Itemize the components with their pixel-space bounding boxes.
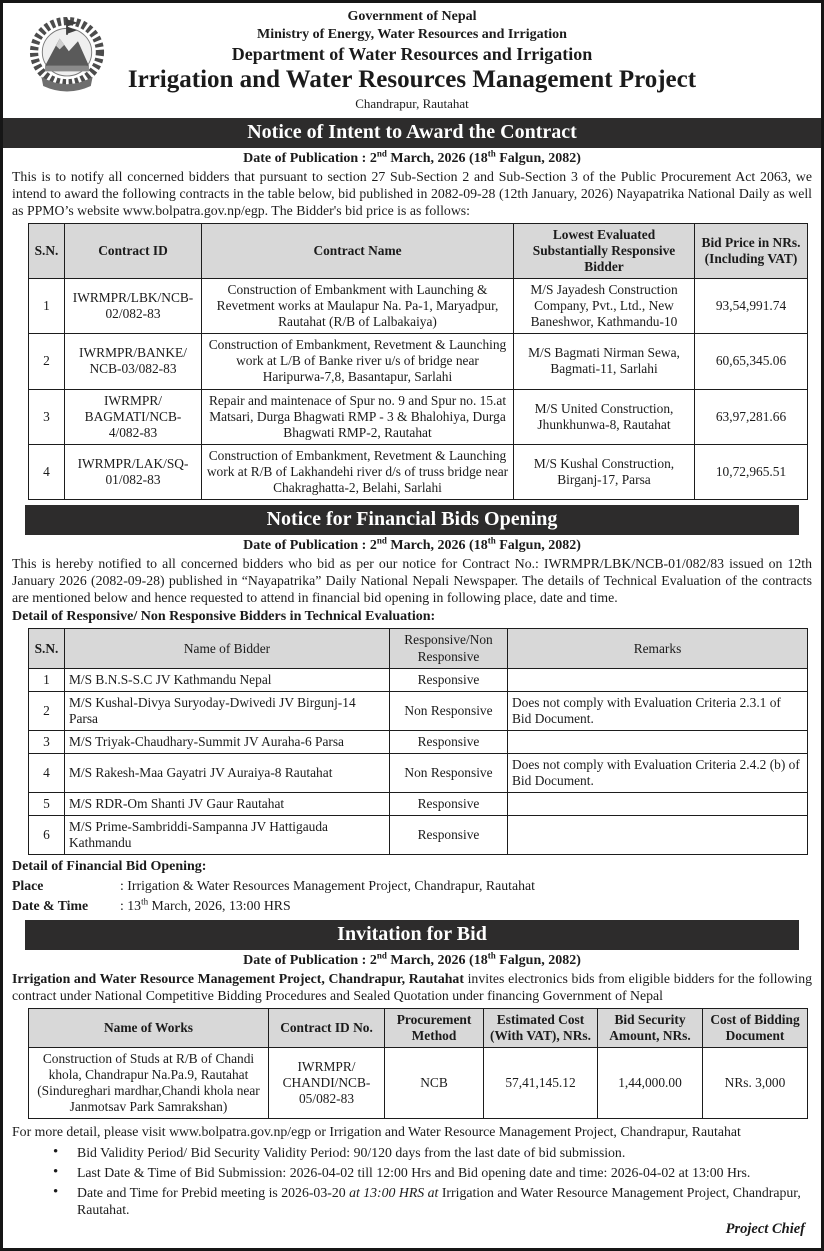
col-header-works: Name of Works: [29, 1008, 269, 1047]
invitation-table-header-row: [29, 1008, 808, 1047]
pubdate-sup: nd: [376, 148, 387, 159]
pubdate-text: Date of Publication : 2: [243, 953, 377, 969]
cell-contract-name: Construction of Embankment, Revetment & Launching work at R/B of Lakhandehi river d/s of truss bridge near Chakraghatta-2, Belahi, Sarlahi: [202, 444, 514, 499]
place-label: Place: [12, 878, 44, 894]
pubdate-text: Date of Publication : 2: [243, 537, 377, 553]
datetime-label: Date & Time: [12, 898, 89, 914]
technical-evaluation-heading: Detail of Responsive/ Non Responsive Bidders in Technical Evaluation:: [12, 609, 436, 625]
cell-responsive: Responsive: [390, 793, 508, 816]
col-header-remarks: Remarks: [508, 629, 808, 668]
pubdate-text: March, 2026 (18: [386, 953, 488, 969]
financial-intro-paragraph: This is hereby notified to all concerned bidders who bid as per our notice for Contract No.: IWRMPR/LBK/NCB-01/082/83 issued on 12th January 2026 (2082-09-28) published in “Nayapatrika” Daily National Nepali Newspaper. The details of Technical Evaluation of the contracts are mentioned below and hence requested to attend in financial bid opening in following place, date and time.: [12, 555, 812, 605]
cell-method: NCB: [385, 1047, 484, 1118]
datetime-value: : 13th March, 2026, 13:00 HRS: [120, 896, 291, 914]
cell-bidder: M/S Bagmati Nirman Sewa, Bagmati-11, Sarlahi: [514, 334, 695, 389]
bullet-prebid-meeting: [51, 1184, 812, 1218]
evaluation-table-row: [29, 816, 808, 855]
prebid-time-italic: at 13:00 HRS at: [349, 1185, 439, 1200]
cell-sn: 4: [29, 753, 65, 792]
cell-responsive: Responsive: [390, 668, 508, 691]
cell-contract-name: Construction of Embankment with Launching & Revetment works at Maulapur Na. Pa-1, Maryadpur, Rautahat (R/B of Lalbakaiya): [202, 279, 514, 334]
evaluation-table-row: [29, 691, 808, 730]
col-header-method: Procurement Method: [385, 1008, 484, 1047]
invitation-intro-bold: Irrigation and Water Resource Management Project, Chandrapur, Rautahat: [12, 971, 464, 987]
cell-responsive: Responsive: [390, 730, 508, 753]
col-header-contract-id: Contract ID No.: [269, 1008, 385, 1047]
cell-remarks: [508, 730, 808, 753]
cell-bid-price: 63,97,281.66: [695, 389, 808, 444]
publication-date-2: [3, 535, 821, 554]
col-header-contract-name: Contract Name: [202, 223, 514, 278]
cell-sn: 4: [29, 444, 65, 499]
cell-remarks: Does not comply with Evaluation Criteria 2.3.1 of Bid Document.: [508, 691, 808, 730]
pubdate-sup: th: [487, 535, 496, 546]
pubdate-text: March, 2026 (18: [386, 537, 488, 553]
award-table-row: [29, 334, 808, 389]
pubdate-text: Falgun, 2082): [495, 953, 581, 969]
cell-remarks: [508, 668, 808, 691]
header-location: Chandrapur, Rautahat: [355, 96, 469, 112]
col-header-contract-id: Contract ID: [65, 223, 202, 278]
bullet-bid-validity: • Bid Validity Period/ Bid Security Validity Period: 90/120 days from the last date of bid submission.: [51, 1144, 812, 1161]
banner-financial-bids-opening: Notice for Financial Bids Opening: [25, 505, 799, 535]
col-header-bid-price: Bid Price in NRs. (Including VAT): [695, 223, 808, 278]
signature-project-chief: Project Chief: [725, 1221, 805, 1238]
cell-responsive: Non Responsive: [390, 691, 508, 730]
evaluation-table-row: [29, 730, 808, 753]
cell-sn: 5: [29, 793, 65, 816]
cell-bidder-name: M/S RDR-Om Shanti JV Gaur Rautahat: [65, 793, 390, 816]
cell-sn: 1: [29, 668, 65, 691]
invitation-intro-rest: invites electronics bids from eligible bidders for the following contract under National Competitive Bidding Procedures and Sealed Quotation under financing Government of Nepal: [12, 971, 812, 1003]
banner-invitation-for-bid: Invitation for Bid: [25, 920, 799, 950]
cell-sn: 6: [29, 816, 65, 855]
cell-bidder: M/S United Construction, Jhunkhunwa-8, Rautahat: [514, 389, 695, 444]
cell-bidder-name: M/S B.N.S-S.C JV Kathmandu Nepal: [65, 668, 390, 691]
cell-bid-price: 10,72,965.51: [695, 444, 808, 499]
invitation-intro-paragraph: [12, 971, 812, 1005]
financial-opening-heading: Detail of Financial Bid Opening:: [12, 859, 207, 875]
cell-contract-id: IWRMPR/LBK/NCB-02/082-83: [65, 279, 202, 334]
place-row: [12, 877, 812, 895]
cell-bidder-name: M/S Prime-Sambriddi-Sampanna JV Hattigauda Kathmandu: [65, 816, 390, 855]
header-project-title: Irrigation and Water Resources Management Project: [127, 66, 697, 94]
cell-sn: 1: [29, 279, 65, 334]
cell-contract-id: IWRMPR/BANKE/ NCB-03/082-83: [65, 334, 202, 389]
col-header-security: Bid Security Amount, NRs.: [598, 1008, 703, 1047]
cell-sn: 2: [29, 691, 65, 730]
cell-contract-id: IWRMPR/ CHANDI/NCB-05/082-83: [269, 1047, 385, 1118]
award-table-header-row: [29, 223, 808, 278]
award-contracts-table: [28, 223, 808, 500]
cell-cost: 57,41,145.12: [484, 1047, 598, 1118]
cell-sn: 3: [29, 730, 65, 753]
award-table-row: [29, 444, 808, 499]
header-department: Department of Water Resources and Irrigation: [231, 44, 593, 64]
invitation-bid-table: [28, 1008, 808, 1119]
col-header-responsive: Responsive/Non Responsive: [390, 629, 508, 668]
cell-contract-name: Repair and maintenace of Spur no. 9 and Spur no. 15.at Matsari, Durga Bhagwati RMP - 3 & Bhalohiya, Durga Bhagwati RMP-2, Rautahat: [202, 389, 514, 444]
bullet-submission-date: • Last Date & Time of Bid Submission: 2026-04-02 till 12:00 Hrs and Bid opening date and time: 2026-04-02 at 13:00 Hrs.: [51, 1164, 812, 1181]
invitation-table-row: [29, 1047, 808, 1118]
cell-doc-cost: NRs. 3,000: [703, 1047, 808, 1118]
col-header-sn: S.N.: [29, 629, 65, 668]
award-table-row: [29, 389, 808, 444]
header-ministry: Ministry of Energy, Water Resources and Irrigation: [257, 26, 567, 42]
cell-sn: 3: [29, 389, 65, 444]
col-header-doc-cost: Cost of Bidding Document: [703, 1008, 808, 1047]
publication-date-3: [3, 950, 821, 969]
bidders-evaluation-table: [28, 628, 808, 855]
cell-bid-price: 60,65,345.06: [695, 334, 808, 389]
col-header-cost: Estimated Cost (With VAT), NRs.: [484, 1008, 598, 1047]
prebid-location: Irrigation and Water Resource Management Project, Chandrapur, Rautahat.: [77, 1185, 801, 1218]
evaluation-table-row: [29, 753, 808, 792]
pubdate-sup: nd: [376, 535, 387, 546]
nepal-emblem-logo: [21, 11, 113, 102]
cell-bidder-name: M/S Rakesh-Maa Gayatri JV Auraiya-8 Rautahat: [65, 753, 390, 792]
pubdate-sup: th: [487, 950, 496, 961]
pubdate-text: March, 2026 (18: [386, 151, 488, 167]
cell-bidder: M/S Kushal Construction, Birganj-17, Parsa: [514, 444, 695, 499]
datetime-row: [12, 897, 812, 915]
publication-date-1: [3, 148, 821, 167]
pubdate-text: Date of Publication : 2: [243, 151, 377, 167]
pubdate-text: Falgun, 2082): [495, 151, 581, 167]
evaluation-table-header-row: [29, 629, 808, 668]
pubdate-text: Falgun, 2082): [495, 537, 581, 553]
award-table-row: [29, 279, 808, 334]
banner-notice-of-intent: Notice of Intent to Award the Contract: [3, 118, 821, 148]
cell-remarks: [508, 793, 808, 816]
pubdate-sup: nd: [376, 950, 387, 961]
cell-security: 1,44,000.00: [598, 1047, 703, 1118]
cell-bidder: M/S Jayadesh Construction Company, Pvt., Ltd., New Baneshwor, Kathmandu-10: [514, 279, 695, 334]
document-header: [3, 3, 821, 115]
cell-bid-price: 93,54,991.74: [695, 279, 808, 334]
award-intro-paragraph: This is to notify all concerned bidders that pursuant to section 27 Sub-Section 2 and Sub-Section 3 of the Public Procurement Act 2063, we intend to award the following contracts in the table below, bid published in 2082-09-28 (12th January, 2026) Nayapatrika National Daily as well as PPMO’s website www.bolpatra.gov.np/egp. The Bidder's bid price is as follows:: [12, 169, 812, 218]
pubdate-sup: th: [487, 148, 496, 159]
cell-contract-name: Construction of Embankment, Revetment & Launching work at L/B of Banke river u/s of bridge near Haripurwa-7,8, Basantapur, Sarlahi: [202, 334, 514, 389]
col-header-bidder-name: Name of Bidder: [65, 629, 390, 668]
cell-bidder-name: M/S Kushal-Divya Suryoday-Dwivedi JV Birgunj-14 Parsa: [65, 691, 390, 730]
col-header-bidder: Lowest Evaluated Substantially Responsive Bidder: [514, 223, 695, 278]
cell-remarks: Does not comply with Evaluation Criteria 2.4.2 (b) of Bid Document.: [508, 753, 808, 792]
cell-contract-id: IWRMPR/ BAGMATI/NCB-4/082-83: [65, 389, 202, 444]
more-detail-paragraph: For more detail, please visit www.bolpatra.gov.np/egp or Irrigation and Water Resource Management Project, Chandrapur, Rautahat: [12, 1124, 741, 1140]
header-government: Government of Nepal: [347, 9, 477, 24]
evaluation-table-row: [29, 793, 808, 816]
cell-responsive: Non Responsive: [390, 753, 508, 792]
cell-contract-id: IWRMPR/LAK/SQ-01/082-83: [65, 444, 202, 499]
cell-bidder-name: M/S Triyak-Chaudhary-Summit JV Auraha-6 Parsa: [65, 730, 390, 753]
col-header-sn: S.N.: [29, 223, 65, 278]
cell-sn: 2: [29, 334, 65, 389]
place-value: : Irrigation & Water Resources Management Project, Chandrapur, Rautahat: [120, 878, 535, 894]
evaluation-table-row: [29, 668, 808, 691]
cell-works: Construction of Studs at R/B of Chandi khola, Chandrapur Na.Pa.9, Rautahat (Sindureghari mardhar,Chandi khola near Janmotsav Park Samrakshan): [29, 1047, 269, 1118]
cell-remarks: [508, 816, 808, 855]
nepal-emblem-icon: [21, 11, 113, 97]
bid-conditions-list: [51, 1144, 812, 1219]
prebid-text: Date and Time for Prebid meeting is 2026-03-20: [77, 1185, 350, 1200]
cell-responsive: Responsive: [390, 816, 508, 855]
